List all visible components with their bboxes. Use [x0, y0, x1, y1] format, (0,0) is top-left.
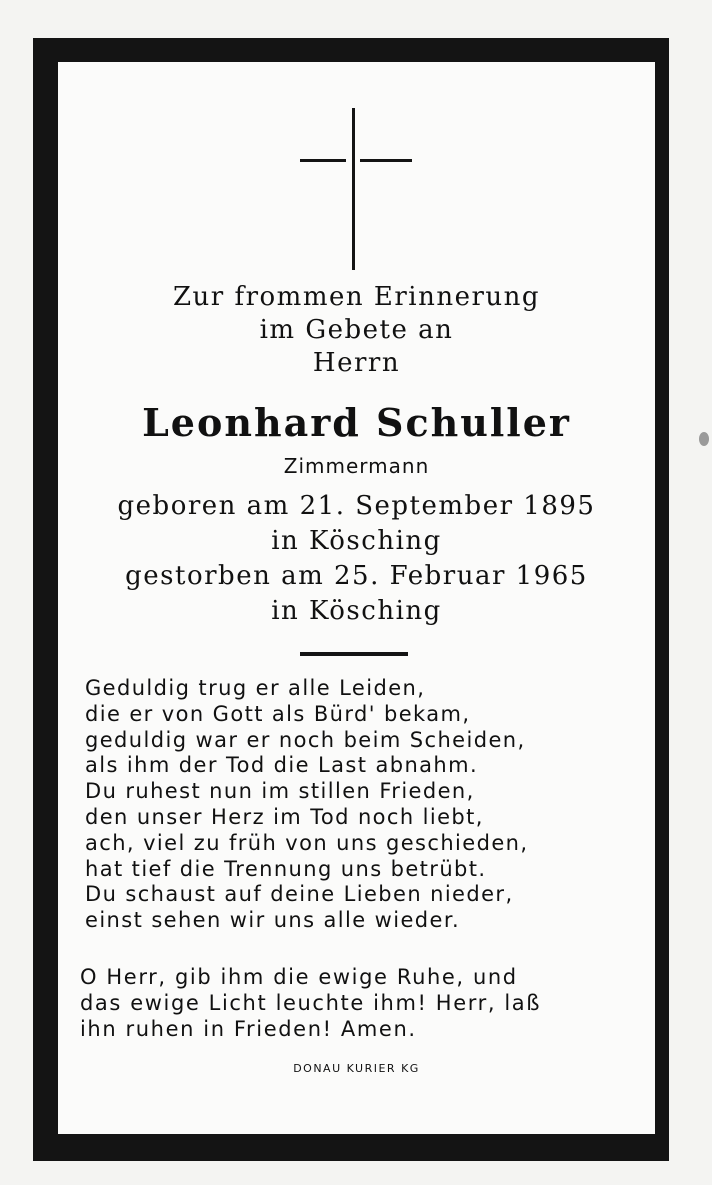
intro-block	[58, 281, 655, 380]
deceased-name: Leonhard Schuller	[142, 400, 571, 445]
occupation: Zimmermann	[283, 454, 430, 478]
death-place: in Kösching	[271, 596, 442, 626]
poem-line-3: geduldig war er noch beim Scheiden,	[85, 727, 526, 752]
poem-line-1: Geduldig trug er alle Leiden,	[85, 676, 426, 700]
prayer-line-2: das ewige Licht leuchte ihm! Herr, laß	[80, 991, 542, 1015]
divider-line	[300, 652, 408, 656]
intro-line-3: Herrn	[312, 348, 401, 378]
printer-imprint: DONAU KURIER KG	[293, 1062, 420, 1075]
intro-line-2: im Gebete an	[259, 315, 454, 345]
poem-line-6: den unser Herz im Tod noch liebt,	[85, 804, 484, 829]
birth-place: in Kösching	[271, 526, 442, 556]
poem	[85, 676, 645, 934]
prayer-line-3: ihn ruhen in Frieden! Amen.	[80, 1017, 417, 1041]
death-date: gestorben am 25. Februar 1965	[125, 561, 588, 591]
occupation-block	[58, 451, 655, 481]
poem-line-4: als ihm der Tod die Last abnahm.	[85, 753, 479, 778]
name-block	[58, 398, 655, 448]
scan-speck	[699, 432, 709, 446]
intro-line-1: Zur frommen Erinnerung	[172, 282, 541, 312]
prayer	[80, 964, 645, 1042]
poem-line-5: Du ruhest nun im stillen Frieden,	[85, 779, 475, 804]
poem-line-10: einst sehen wir uns alle wieder.	[85, 908, 461, 933]
poem-line-2: die er von Gott als Bürd' bekam,	[85, 701, 471, 726]
poem-line-8: hat tief die Trennung uns betrübt.	[85, 856, 487, 881]
cross-icon	[300, 108, 412, 270]
poem-line-9: Du schaust auf deine Lieben nieder,	[85, 882, 514, 907]
birth-date: geboren am 21. September 1895	[117, 491, 596, 521]
dates-block	[58, 489, 655, 629]
poem-line-7: ach, viel zu früh von uns geschieden,	[85, 830, 529, 855]
prayer-line-1: O Herr, gib ihm die ewige Ruhe, und	[80, 965, 518, 989]
